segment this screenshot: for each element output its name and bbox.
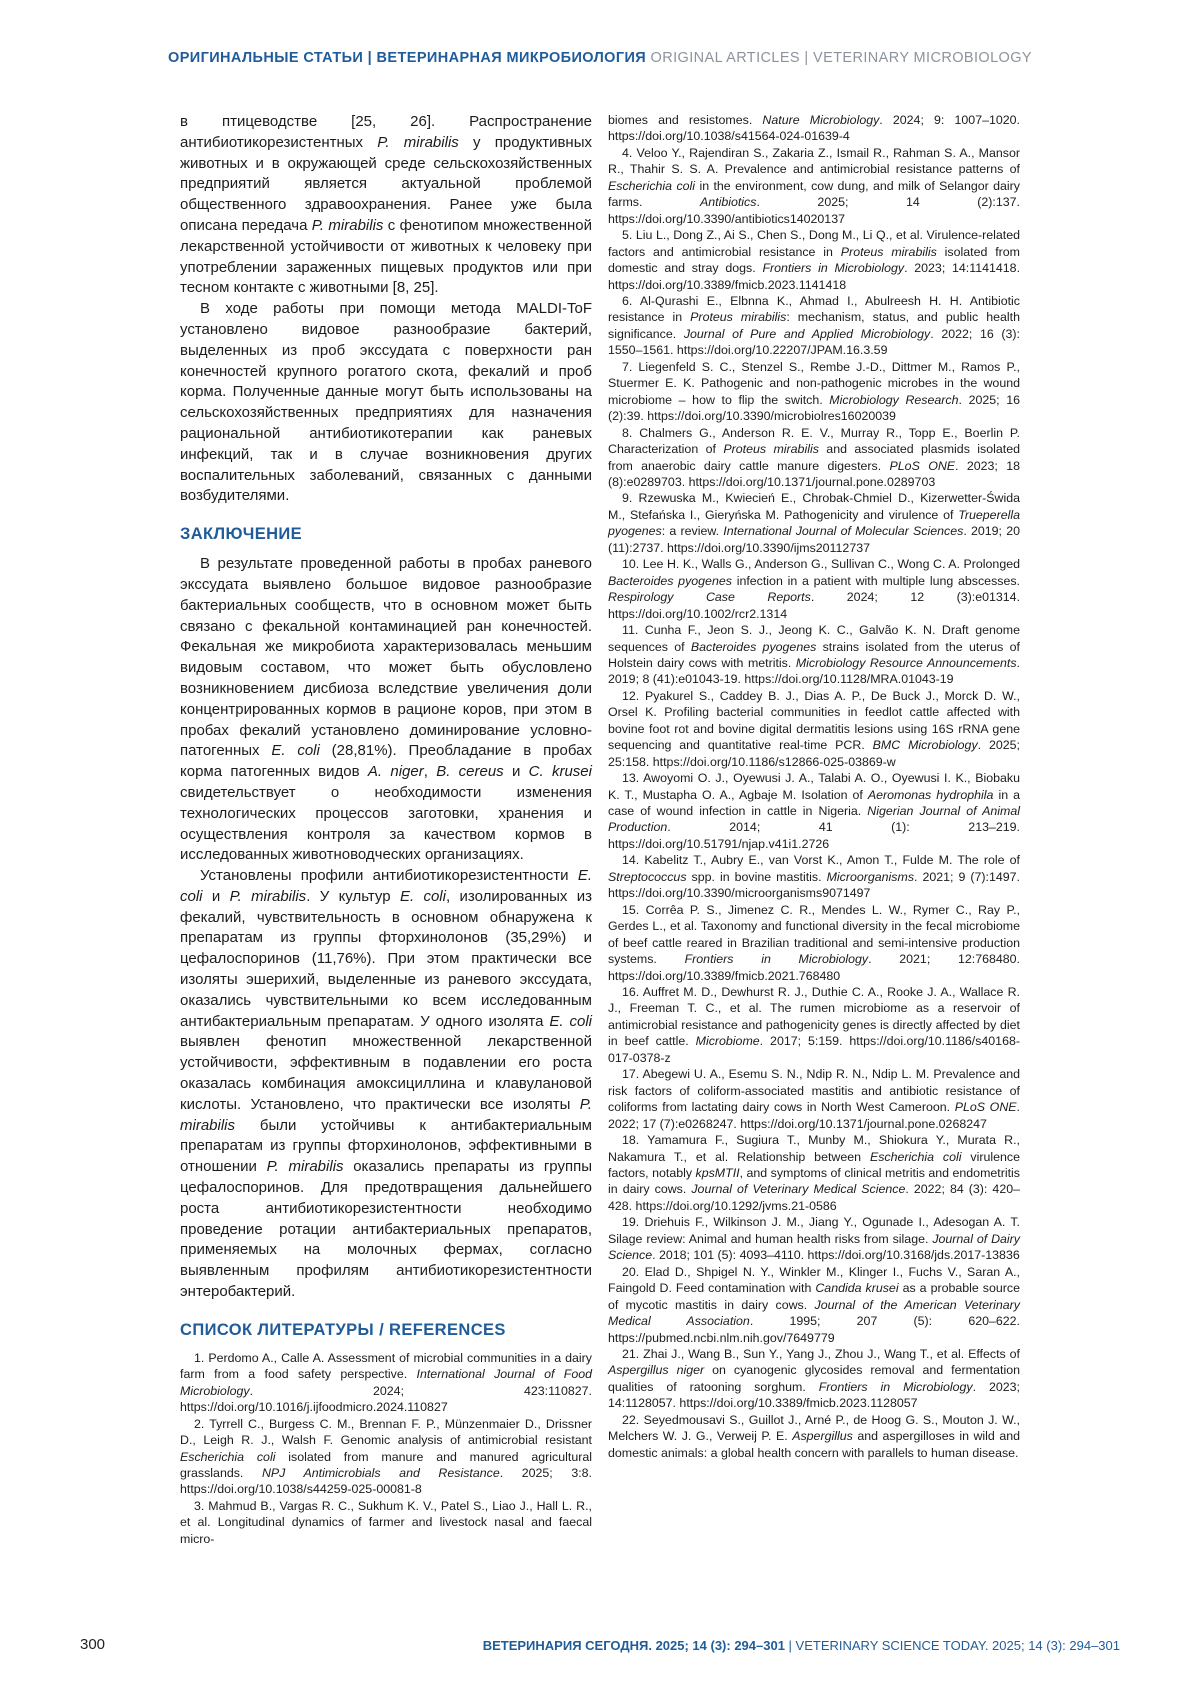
reference-item: 14. Kabelitz T., Aubry E., van Vorst K., Amon T., Fulde M. The role of Streptococcus spp. in bovine mastitis. Microorganisms. 2021; 9 (7):1497. https://doi.org/10.3390/microorganisms9071497: [608, 853, 1020, 901]
references-list-left: [180, 1350, 592, 1547]
running-header-ru: ОРИГИНАЛЬНЫЕ СТАТЬИ | ВЕТЕРИНАРНАЯ МИКРОБИОЛОГИЯ: [168, 50, 647, 66]
reference-item: 6. Al-Qurashi E., Elbnna K., Ahmad I., Abulreesh H. H. Antibiotic resistance in Proteus mirabilis: mechanism, status, and public health significance. Journal of Pure and Applied Microbiology. 2022; 16 (3): 1550–1561. https://doi.org/10.22207/JPAM.16.3.59: [608, 293, 1020, 358]
references-heading: СПИСОК ЛИТЕРАТУРЫ / REFERENCES: [180, 1320, 506, 1339]
reference-item: 20. Elad D., Shpigel N. Y., Winkler M., Klinger I., Fuchs V., Saran A., Faingold D. Feed contamination with Candida krusei as a probable source of mycotic mastitis in dairy cows. Journal of the American Veterinary Medical Association. 1995; 207 (5): 620–622. https://pubmed.ncbi.nlm.nih.gov/7649779: [608, 1264, 1020, 1345]
reference-item: 5. Liu L., Dong Z., Ai S., Chen S., Dong M., Li Q., et al. Virulence-related factors and antimicrobial resistance in Proteus mirabilis isolated from domestic and stray dogs. Frontiers in Microbiology. 2023; 14:1141418. https://doi.org/10.3389/fmicb.2023.1141418: [608, 228, 1021, 292]
reference-item: 3. Mahmud B., Vargas R. C., Sukhum K. V., Patel S., Liao J., Hall L. R., et al. Longitudinal dynamics of farmer and livestock nasal and faecal micro-: [180, 1498, 592, 1546]
reference-item: 18. Yamamura F., Sugiura T., Munby M., Shiokura Y., Murata R., Nakamura T., et al. Relationship between Escherichia coli virulence factors, notably kpsMTII, and symptoms of clinical metritis and endometritis in dairy cows. Journal of Veterinary Medical Science. 2022; 84 (3): 420–428. https://doi.org/10.1292/jvms.21-0586: [608, 1133, 1020, 1213]
two-column-body: [180, 112, 1020, 1547]
conclusion-heading: ЗАКЛЮЧЕНИЕ: [180, 525, 303, 544]
journal-footer-en: | VETERINARY SCIENCE TODAY. 2025; 14 (3): 294–301: [784, 1638, 1120, 1653]
reference-item: 1. Perdomo A., Calle A. Assessment of microbial communities in a dairy farm from a food safety perspective. International Journal of Food Microbiology. 2024; 423:110827. https://doi.org/10.1016/j.ijfoodmicro.2024.110827: [180, 1350, 592, 1415]
journal-footer-ru: ВЕТЕРИНАРИЯ СЕГОДНЯ. 2025; 14 (3): 294–301: [482, 1638, 785, 1653]
reference-item: 13. Awoyomi O. J., Oyewusi J. A., Talabi A. O., Oyewusi I. K., Biobaku K. T., Mustapha O. A., Agbaje M. Isolation of Aeromonas hydrophila in a case of wound infection in cattle in Nigeria. Nigerian Journal of Animal Production. 2014; 41 (1): 213–219. https://doi.org/10.51791/njap.v41i1.2726: [608, 771, 1021, 851]
reference-item: 8. Chalmers G., Anderson R. E. V., Murray R., Topp E., Boerlin P. Characterization of Proteus mirabilis and associated plasmids isolated from anaerobic dairy cattle manure digesters. PLoS ONE. 2023; 18 (8):e0289703. https://doi.org/10.1371/journal.pone.0289703: [608, 425, 1020, 489]
reference-item: 9. Rzewuska M., Kwiecień E., Chrobak-Chmiel D., Kizerwetter-Świda M., Stefańska I., Gieryńska M. Pathogenicity and virulence of Trueperella pyogenes: a review. International Journal of Molecular Sciences. 2019; 20 (11):2737. https://doi.org/10.3390/ijms20112737: [608, 491, 1020, 555]
running-header-en: ORIGINAL ARTICLES | VETERINARY MICROBIOLOGY: [650, 50, 1032, 66]
reference-item: 19. Driehuis F., Wilkinson J. M., Jiang Y., Ogunade I., Adesogan A. T. Silage review: Animal and human health risks from silage. Journal of Dairy Science. 2018; 101 (5): 4093–4110. https://doi.org/10.3168/jds.2017-13836: [608, 1215, 1020, 1263]
right-column: [608, 112, 1020, 1547]
body-paragraph: в птицеводстве [25, 26]. Распространение антибиотикорезистентных P. mirabilis у продуктивных животных и в окружающей среде сельскохозяйственных предприятий является актуальной проблемой общественного здравоохранения. Ранее уже была описана передача P. mirabilis с фенотипом множественной лекарственной устойчивости от животных к человеку при употреблении зараженных пищевых продуктов или при тесном контакте с животными [8, 25].: [180, 113, 592, 297]
page-number: 300: [80, 1636, 106, 1653]
left-column: [180, 112, 592, 1547]
reference-item: 7. Liegenfeld S. C., Stenzel S., Rembe J.-D., Dittmer M., Ramos P., Stuermer E. K. Pathogenic and non-pathogenic microbes in the wound microbiome – how to flip the switch. Microbiology Research. 2025; 16 (2):39. https://doi.org/10.3390/microbiolres16020039: [608, 359, 1020, 424]
journal-footer-line: [483, 1638, 1120, 1653]
reference-item: 11. Cunha F., Jeon S. J., Jeong K. C., Galvão K. N. Draft genome sequences of Bacteroides pyogenes strains isolated from the uterus of Holstein dairy cows with metritis. Microbiology Resource Announcements. 2019; 8 (41):e01043-19. https://doi.org/10.1128/MRA.01043-19: [608, 623, 1020, 687]
reference-item: biomes and resistomes. Nature Microbiology. 2024; 9: 1007–1020. https://doi.org/10.1038/s41564-024-01639-4: [608, 113, 1020, 144]
conclusion-paragraph: В результате проведенной работы в пробах раневого экссудата выявлено большое видовое разнообразие бактериальных сообществ, что в основном может быть связано с фекальной контаминацией ран конечностей. Фекальная же микробиота характеризовалась меньшим видовым составом, что может быть обусловлено возникновением дисбиоза вследствие увеличения доли концентрированных кормов в рационе коров, при этом в пробах фекалий установлено доминирование условно-патогенных E. coli (28,81%). Преобладание в пробах корма патогенных видов A. niger, B. cereus и C. krusei свидетельствует о необходимости изменения технологических процессов заготовки, хранения и осуществления контроля за качеством кормов в исследованных животноводческих организациях.: [180, 555, 592, 864]
reference-item: 12. Pyakurel S., Caddey B. J., Dias A. P., De Buck J., Morck D. W., Orsel K. Profiling bacterial communities in feedlot cattle affected with bovine foot rot and bovine digital dermatitis lesions using 16S rRNA gene sequencing and quantitative real-time PCR. BMC Microbiology. 2025; 25:158. https://doi.org/10.1186/s12866-025-03869-w: [608, 688, 1020, 769]
conclusion-paragraph: Установлены профили антибиотикорезистентности E. coli и P. mirabilis. У культур E. coli, изолированных из фекалий, чувствительность в основном обнаружена к препаратам из группы фторхинолонов (35,29%) и цефалоспоринов (11,76%). При этом практически все изоляты эшерихий, выделенные из раневого экссудата, оказались чувствительными ко всем исследованным антибактериальным препаратам. У одного изолята E. coli выявлен фенотип множественной лекарственной устойчивости, эффективным в подавлении его роста оказалась комбинация амоксициллина и клавулановой кислоты. Установлено, что практически все изоляты P. mirabilis были устойчивы к антибактериальным препаратам из группы фторхинолонов, эффективными в отношении P. mirabilis оказались препараты из группы цефалоспоринов. Для предотвращения дальнейшего роста антибиотикорезистентности необходимо проведение ротации антибактериальных препаратов, применяемых на молочных фермах, согласно выявленным профилям антибиотикорезистентности энтеробактерий.: [180, 867, 593, 1301]
reference-item: 4. Veloo Y., Rajendiran S., Zakaria Z., Ismail R., Rahman S. A., Mansor R., Thahir S. S. A. Prevalence and antimicrobial resistance patterns of Escherichia coli in the environment, cow dung, and milk of Selangor dairy farms. Antibiotics. 2025; 14 (2):137. https://doi.org/10.3390/antibiotics14020137: [608, 145, 1020, 226]
reference-item: 22. Seyedmousavi S., Guillot J., Arné P., de Hoog G. S., Mouton J. W., Melchers W. J. G., Verweij P. E. Aspergillus and aspergilloses in wild and domestic animals: a global health concern with parallels to human disease.: [608, 1412, 1021, 1460]
reference-item: 17. Abegewi U. A., Esemu S. N., Ndip R. N., Ndip L. M. Prevalence and risk factors of coliform-associated mastitis and antibiotic resistance of coliforms from lactating dairy cows in North West Cameroon. PLoS ONE. 2022; 17 (7):e0268247. https://doi.org/10.1371/journal.pone.0268247: [608, 1067, 1020, 1131]
reference-item: 16. Auffret M. D., Dewhurst R. J., Duthie C. A., Rooke J. A., Wallace R. J., Freeman T. C., et al. The rumen microbiome as a reservoir of antimicrobial resistance and pathogenicity genes is directly affected by diet in beef cattle. Microbiome. 2017; 5:159. https://doi.org/10.1186/s40168-017-0378-z: [608, 985, 1020, 1065]
reference-item: 15. Corrêa P. S., Jimenez C. R., Mendes L. W., Rymer C., Ray P., Gerdes L., et al. Taxonomy and functional diversity in the fecal microbiome of beef cattle reared in Brazilian traditional and semi-intensive production systems. Frontiers in Microbiology. 2021; 12:768480. https://doi.org/10.3389/fmicb.2021.768480: [608, 902, 1020, 983]
reference-item: 10. Lee H. K., Walls G., Anderson G., Sullivan C., Wong C. A. Prolonged Bacteroides pyogenes infection in a patient with multiple lung abscesses. Respirology Case Reports. 2024; 12 (3):e01314. https://doi.org/10.1002/rcr2.1314: [608, 557, 1021, 621]
reference-item: 2. Tyrrell C., Burgess C. M., Brennan F. P., Münzenmaier D., Drissner D., Leigh R. J., Walsh F. Genomic analysis of antimicrobial resistant Escherichia coli isolated from manure and manured agricultural grasslands. NPJ Antimicrobials and Resistance. 2025; 3:8. https://doi.org/10.1038/s44259-025-00081-8: [180, 1416, 592, 1497]
reference-item: 21. Zhai J., Wang B., Sun Y., Yang J., Zhou J., Wang T., et al. Effects of Aspergillus niger on cyanogenic glycosides removal and fermentation qualities of ratooning sorghum. Frontiers in Microbiology. 2023; 14:1128057. https://doi.org/10.3389/fmicb.2023.1128057: [608, 1346, 1021, 1411]
body-paragraph: В ходе работы при помощи метода MALDI-ToF установлено видовое разнообразие бактерий, выделенных из проб экссудата с поверхности ран конечностей крупного рогатого скота, фекалий и проб корма. Полученные данные могут быть использованы на сельскохозяйственных предприятиях для назначения рациональной антибиотикотерапии как раневых инфекций, так и в случае возникновения других воспалительных заболеваний, связанных с данными возбудителями.: [180, 300, 592, 505]
running-header: [0, 50, 1200, 66]
references-list-right: [608, 112, 1020, 1461]
